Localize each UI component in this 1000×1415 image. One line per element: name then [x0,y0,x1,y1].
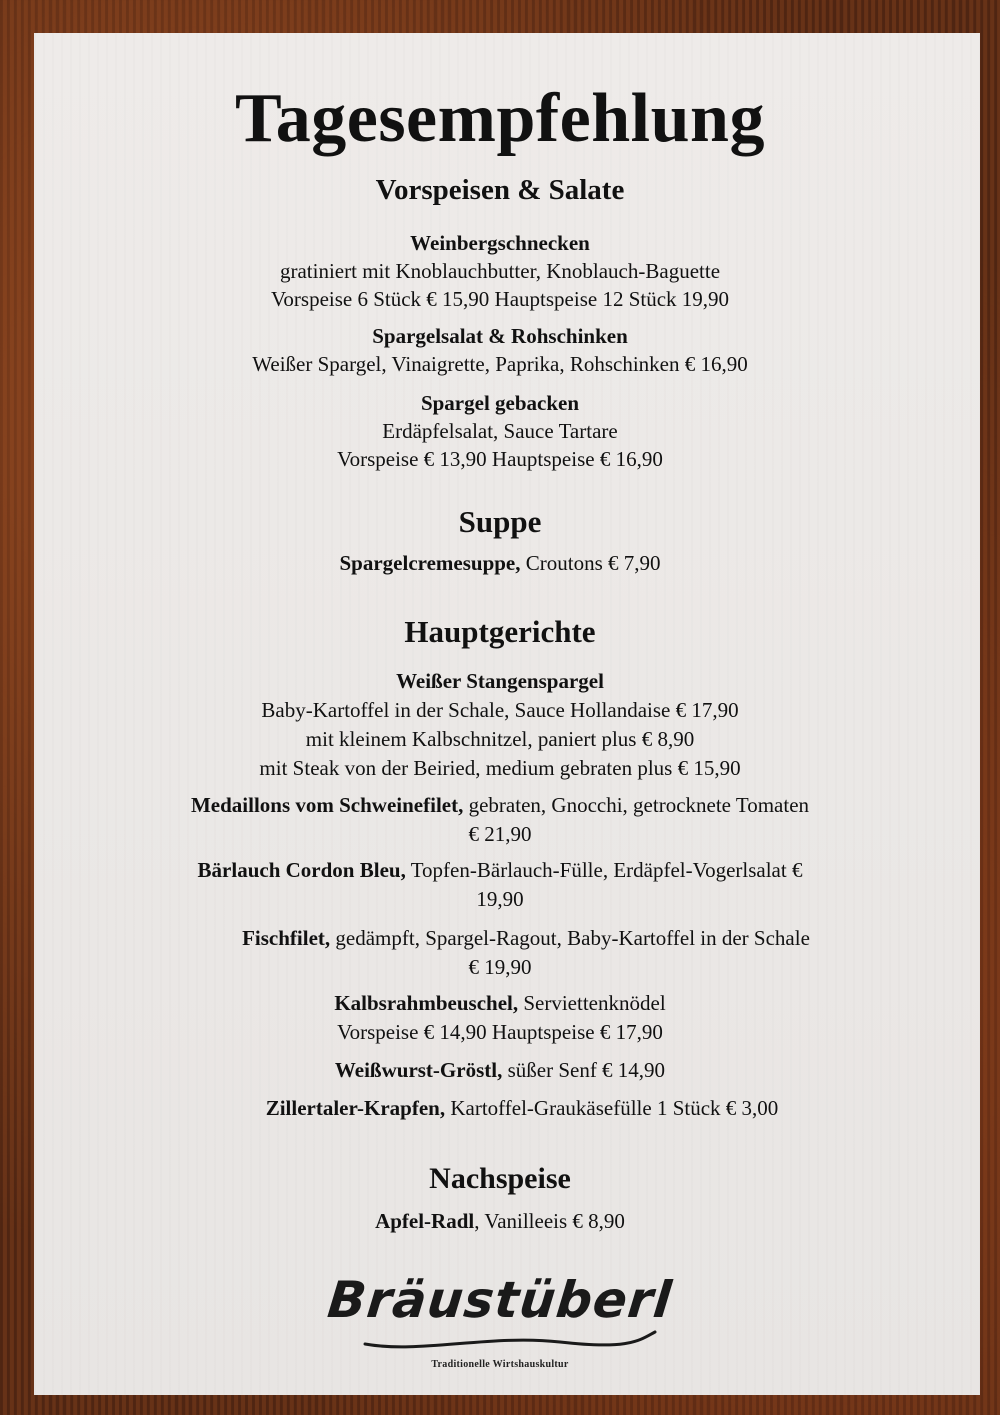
dish-name: Spargelsalat & Rohschinken [372,324,628,348]
dish-description: Weißer Spargel, Vinaigrette, Paprika, Rohschinken € 16,90 [252,352,748,376]
dish-name: Kalbsrahmbeuschel, [334,991,519,1015]
section-heading-nachspeise: Nachspeise [429,1162,571,1195]
dish-description: , Vanilleeis € 8,90 [474,1209,625,1233]
dish-price: Vorspeise € 14,90 Hauptspeise € 17,90 [337,1020,663,1044]
dish-name: Zillertaler-Krapfen, [265,1096,446,1120]
dish-name: Spargelcremesuppe, [339,551,521,575]
page-title: Tagesempfehlung [234,80,765,157]
dish-line [22,1098,1000,1119]
dish-name: Weißwurst-Gröstl, [334,1058,503,1082]
dish-name: Spargel gebacken [420,391,580,415]
dish-description: Topfen-Bärlauch-Fülle, Erdäpfel-Vogerlsalat € [405,858,803,882]
dish-price: Vorspeise € 13,90 Hauptspeise € 16,90 [337,447,663,471]
dish-line [0,1211,1000,1232]
dish-description: Serviettenknödel [518,991,666,1015]
dish-name: Fischfilet, [242,926,331,950]
dish-extra: mit kleinem Kalbschnitzel, paniert plus € 8,90 [305,727,695,751]
dish-description: Croutons € 7,90 [520,551,661,575]
dish-description: Baby-Kartoffel in der Schale, Sauce Hollandaise € 17,90 [261,698,739,722]
section-heading-hauptgerichte: Hauptgerichte [404,614,596,649]
section-heading-suppe: Suppe [458,504,542,539]
dish-price: € 21,90 [468,822,532,846]
dish-name: Apfel-Radl [375,1209,475,1233]
dish-line [0,860,1000,881]
dish-description: gebraten, Gnocchi, getrocknete Tomaten [463,793,810,817]
logo-tagline: Traditionelle Wirtshauskultur [431,1359,569,1370]
dish-name: Bärlauch Cordon Bleu, [197,858,406,882]
dish-description: süßer Senf € 14,90 [502,1058,666,1082]
dish-price: Vorspeise 6 Stück € 15,90 Hauptspeise 12 Stück 19,90 [270,287,730,311]
dish-line [0,1060,1000,1081]
dish-name: Weinbergschnecken [410,231,590,255]
dish-name: Medaillons vom Schweinefilet, [190,793,464,817]
dish-line [0,795,1000,816]
dish-description: Erdäpfelsalat, Sauce Tartare [382,419,618,443]
dish-line [26,928,1000,949]
dish-description: gratiniert mit Knoblauchbutter, Knoblauch-Baguette [279,259,721,283]
dish-price: € 19,90 [468,955,532,979]
logo-wordmark: Bräustüberl [325,1271,675,1329]
dish-description: Kartoffel-Graukäsefülle 1 Stück € 3,00 [445,1096,779,1120]
dish-line [0,553,1000,574]
dish-description: gedämpft, Spargel-Ragout, Baby-Kartoffel in der Schale [330,926,810,950]
section-heading-vorspeisen: Vorspeisen & Salate [375,174,625,206]
dish-extra: mit Steak von der Beiried, medium gebraten plus € 15,90 [259,756,741,780]
dish-line [0,993,1000,1014]
brand-logo [0,1271,1000,1329]
logo-swash-icon [360,1328,660,1354]
dish-name: Weißer Stangenspargel [396,669,604,693]
dish-price: 19,90 [476,887,524,911]
